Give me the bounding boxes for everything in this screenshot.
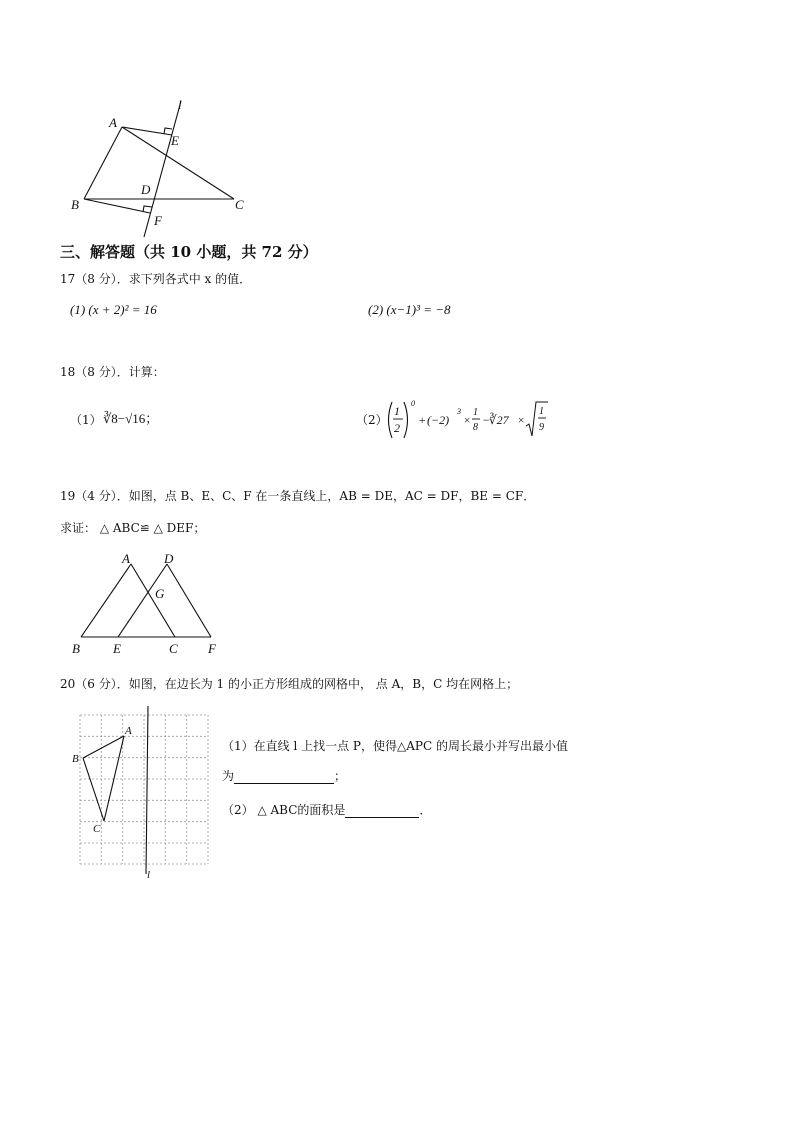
segment-ac bbox=[131, 564, 175, 637]
eighth-num: 1 bbox=[473, 407, 478, 418]
label-b: B bbox=[72, 753, 79, 765]
q20-part2-prefix: （2） △ ABC的面积是 bbox=[222, 803, 346, 817]
label-c: C bbox=[93, 823, 101, 835]
sqrt-sign bbox=[526, 402, 548, 436]
paren-right bbox=[404, 402, 408, 438]
label-c: C bbox=[169, 641, 178, 656]
label-d: D bbox=[164, 551, 174, 566]
segment-ab bbox=[81, 564, 131, 637]
segment-ab bbox=[84, 127, 122, 199]
q18-header: 18（8 分）．计算： bbox=[60, 365, 165, 379]
figure-top bbox=[60, 92, 270, 237]
q20-part1-line1: （1）在直线 l 上找一点 P，使得△APC 的周长最小并写出最小值 bbox=[222, 739, 568, 753]
label-f: F bbox=[154, 213, 162, 228]
q20-part1-prefix: 为 bbox=[222, 769, 235, 783]
q20-part1-answer-blank[interactable] bbox=[234, 770, 334, 784]
q17-part2: (2) (x−1)³ = −8 bbox=[368, 302, 451, 317]
label-g: G bbox=[155, 586, 165, 601]
q19-prove: 求证： △ ABC≌ △ DEF； bbox=[60, 521, 206, 535]
segment-bf bbox=[84, 199, 150, 213]
label-f: F bbox=[208, 641, 216, 656]
label-a: A bbox=[125, 725, 132, 737]
ninth-den: 9 bbox=[539, 422, 544, 433]
label-b: B bbox=[71, 197, 79, 212]
times-1: × bbox=[463, 413, 472, 427]
q18-part1-label: （1） bbox=[70, 413, 102, 427]
q20-part2-suffix: ． bbox=[419, 803, 432, 817]
label-c: C bbox=[235, 197, 244, 212]
q20-part2 bbox=[222, 802, 431, 818]
segment-bc bbox=[83, 758, 104, 821]
label-e: E bbox=[171, 133, 179, 148]
q18-part2-label: （2） bbox=[356, 413, 388, 427]
label-l: l bbox=[147, 869, 151, 881]
label-l: l bbox=[178, 97, 182, 112]
q18-part1-expr: ∛8−√16； bbox=[103, 411, 159, 426]
plus-sign: + bbox=[418, 413, 427, 427]
q20-part2-answer-blank[interactable] bbox=[345, 804, 419, 818]
half-num: 1 bbox=[394, 404, 400, 418]
q18-part2-expr bbox=[384, 398, 556, 442]
q20-part1-line2 bbox=[222, 768, 346, 784]
segment-ab bbox=[83, 736, 124, 758]
ninth-num: 1 bbox=[539, 406, 544, 417]
times-2: × bbox=[517, 413, 526, 427]
exp-three: 3 bbox=[457, 407, 461, 416]
cbrt-27: ∛27 bbox=[489, 413, 509, 427]
exp-zero: 0 bbox=[411, 399, 415, 408]
segment-df bbox=[167, 564, 211, 637]
figure-q19 bbox=[65, 548, 230, 658]
half-den: 2 bbox=[394, 421, 400, 435]
q17-header: 17（8 分）．求下列各式中 x 的值． bbox=[60, 272, 252, 286]
q19-header: 19（4 分）．如图，点 B、E、C、F 在一条直线上，AB = DE，AC = DF，BE = CF． bbox=[60, 489, 536, 503]
label-d: D bbox=[141, 182, 151, 197]
q20-part1-suffix: ； bbox=[334, 769, 347, 783]
label-a: A bbox=[122, 551, 130, 566]
q17-part1: (1) (x + 2)² = 16 bbox=[70, 302, 157, 317]
segment-ac bbox=[104, 736, 124, 821]
figure-q20-grid bbox=[68, 702, 216, 882]
line-l bbox=[146, 706, 148, 874]
q20-header: 20（6 分）．如图，在边长为 1 的小正方形组成的网格中， 点 A，B，C 均在网格上； bbox=[60, 677, 519, 691]
section-title: 三、解答题（共 10 小题，共 72 分） bbox=[60, 243, 318, 261]
minus-sign: − bbox=[482, 413, 491, 427]
line-l bbox=[144, 101, 181, 237]
label-a: A bbox=[109, 115, 117, 130]
label-e: E bbox=[113, 641, 121, 656]
eighth-den: 8 bbox=[473, 422, 478, 433]
neg-two: (−2) bbox=[427, 413, 450, 427]
label-b: B bbox=[72, 641, 80, 656]
paren-left bbox=[389, 402, 393, 438]
